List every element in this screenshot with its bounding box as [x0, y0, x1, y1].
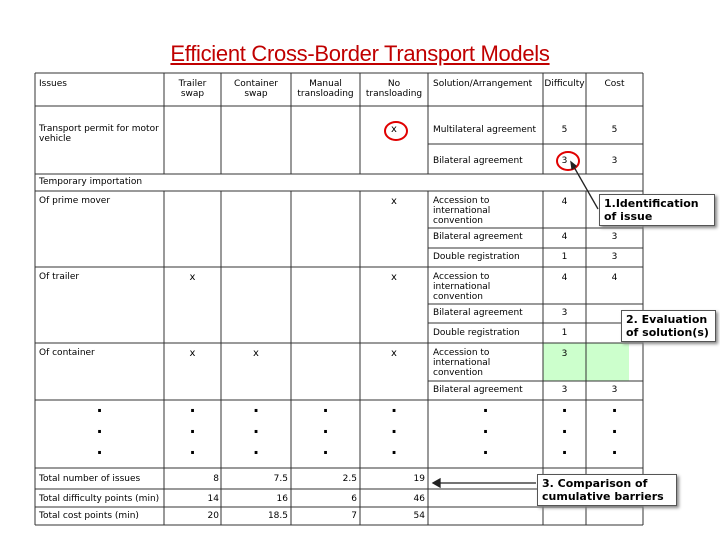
solution-accession: Accession to international convention — [433, 196, 491, 226]
ellipsis-dot: . — [189, 418, 196, 437]
row-label-trailer: Of trailer — [39, 272, 80, 282]
difficulty-value: 3 — [561, 385, 568, 395]
header-container-swap: Container — [234, 79, 278, 89]
ellipsis-dot: . — [252, 397, 260, 416]
total-issues-label: Total number of issues — [39, 474, 141, 484]
difficulty-value: 1 — [561, 328, 568, 338]
difficulty-value: 3 — [561, 156, 568, 166]
header-trailer-swap: Trailer — [178, 79, 207, 89]
difficulty-value: 5 — [561, 125, 568, 135]
ellipsis-dot: . — [611, 418, 618, 437]
solution-double-registration: Double registration — [433, 328, 520, 338]
mark-x: x — [391, 124, 397, 135]
ellipsis-dot: . — [561, 397, 568, 416]
header-manual-transloading: Manual — [309, 79, 342, 89]
header-difficulty: Difficulty — [544, 79, 585, 89]
ellipsis-dot: . — [611, 397, 618, 416]
ellipsis-dot: . — [96, 418, 103, 437]
solution-accession: Accession to international convention — [433, 272, 491, 302]
cost-value: 4 — [611, 273, 618, 283]
page-title: Efficient Cross-Border Transport Models — [170, 41, 550, 66]
section-temporary-importation: Temporary importation — [39, 177, 143, 187]
total-cost-label: Total cost points (min) — [39, 511, 139, 521]
cost-value: 5 — [611, 125, 618, 135]
header-manual-transloading: transloading — [297, 89, 354, 99]
row-label-prime-mover: Of prime mover — [39, 196, 111, 206]
difficulty-value: 3 — [561, 349, 568, 359]
row-label-permit: vehicle — [39, 134, 72, 144]
cost-value: 3 — [611, 232, 618, 242]
solution-bilateral: Bilateral agreement — [433, 385, 523, 395]
solution-bilateral: Bilateral agreement — [433, 156, 523, 166]
mark-x: x — [391, 272, 397, 283]
difficulty-value: 1 — [561, 252, 568, 262]
mark-x: x — [189, 272, 196, 283]
total-value: 6 — [351, 494, 357, 504]
difficulty-value: 4 — [561, 197, 568, 207]
header-trailer-swap: swap — [180, 89, 205, 99]
callout-evaluation: 2. Evaluation of solution(s) — [621, 310, 716, 342]
solution-multilateral: Multilateral agreement — [433, 125, 536, 135]
ellipsis-dot: . — [482, 439, 489, 458]
solution-accession: Accession to international convention — [433, 348, 491, 378]
solution-bilateral: Bilateral agreement — [433, 308, 523, 318]
header-issues: Issues — [39, 79, 67, 89]
total-value: 16 — [276, 494, 288, 504]
total-value: 2.5 — [342, 474, 357, 484]
ellipsis-dot: . — [252, 439, 260, 458]
mark-x: x — [189, 348, 196, 359]
ellipsis-dot: . — [390, 418, 398, 437]
ellipsis-dot: . — [390, 397, 398, 416]
ellipsis-dot: . — [96, 439, 103, 458]
ellipsis-dot: . — [561, 439, 568, 458]
total-value: 7 — [351, 511, 357, 521]
ellipsis-dot: . — [390, 439, 398, 458]
callout-comparison: 3. Comparison of cumulative barriers — [537, 474, 677, 506]
ellipsis-dot: . — [611, 439, 618, 458]
difficulty-value: 3 — [561, 308, 568, 318]
total-value: 18.5 — [267, 511, 288, 521]
total-value: 20 — [207, 511, 219, 521]
difficulty-value: 4 — [561, 232, 568, 242]
cost-value: 3 — [611, 156, 618, 166]
total-value: 46 — [413, 494, 425, 504]
cost-value: 3 — [611, 252, 618, 262]
total-value: 19 — [413, 474, 425, 484]
cost-value: 3 — [611, 385, 618, 395]
ellipsis-dot: . — [561, 418, 568, 437]
total-value: 54 — [413, 511, 425, 521]
solution-double-registration: Double registration — [433, 252, 520, 262]
row-label-container: Of container — [39, 348, 95, 358]
ellipsis-dot: . — [482, 397, 489, 416]
mark-x: x — [391, 196, 397, 207]
ellipsis-dot: . — [96, 397, 103, 416]
mark-x: x — [391, 348, 397, 359]
ellipsis-dot: . — [322, 418, 329, 437]
row-label-permit: Transport permit for motor — [39, 124, 159, 134]
solution-bilateral: Bilateral agreement — [433, 232, 523, 242]
ellipsis-dot: . — [189, 397, 196, 416]
ellipsis-dot: . — [189, 439, 196, 458]
difficulty-value: 4 — [561, 273, 568, 283]
total-value: 8 — [213, 474, 219, 484]
total-value: 14 — [207, 494, 219, 504]
header-cost: Cost — [604, 79, 625, 89]
callout-identification: 1.Identification of issue — [599, 194, 715, 226]
ellipsis-dot: . — [482, 418, 489, 437]
header-solution: Solution/Arrangement — [433, 79, 533, 89]
highlight-cell — [586, 343, 629, 381]
total-difficulty-label: Total difficulty points (min) — [39, 494, 160, 504]
total-value: 7.5 — [273, 474, 288, 484]
ellipsis-dot: . — [322, 439, 329, 458]
mark-x: x — [253, 348, 259, 359]
ellipsis-dot: . — [252, 418, 260, 437]
ellipsis-dot: . — [322, 397, 329, 416]
header-no-transloading: transloading — [365, 89, 423, 99]
header-container-swap: swap — [244, 89, 268, 99]
header-no-transloading: No — [387, 79, 401, 89]
